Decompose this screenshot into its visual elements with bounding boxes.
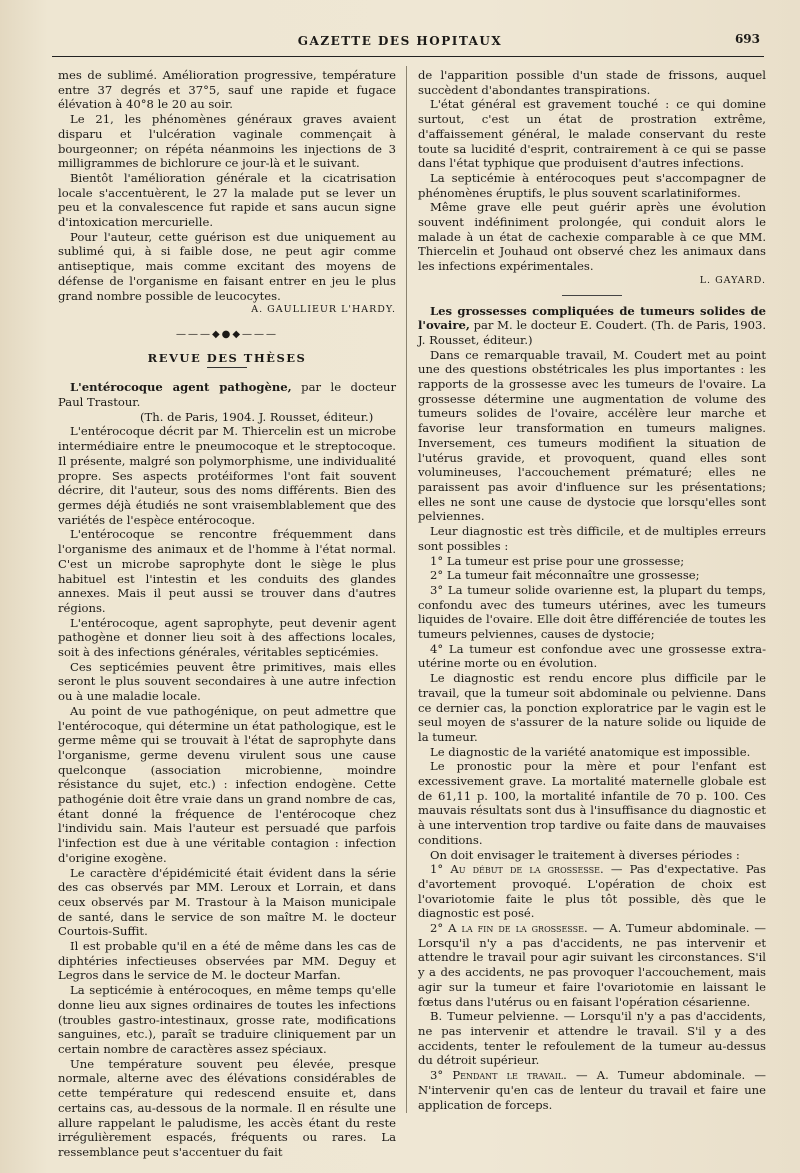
review-heading — [58, 380, 396, 424]
paragraph: L'entérocoque, agent saprophyte, peut devenir agent pathogène et donner lieu soit à des affections locales, soit à des infections générales, véritables septicémies. — [58, 615, 396, 660]
review-publication: (Th. de Paris, 1904. J. Rousset, éditeur.) — [140, 409, 374, 424]
paragraph: Le pronostic pour la mère et pour l'enfant est excessivement grave. La mortalité maternelle globale est de 61,11 p. 100, la mortalité infantile de 70 p. 100. Ces mauvais résultats sont dus à l'insuffisance du diagnostic et à une intervention trop tardive ou faite dans de mauvaises conditions. — [418, 759, 766, 847]
treatment-lead: 1° Au début de la grossesse. — [430, 862, 604, 877]
journal-title: GAZETTE DES HOPITAUX — [297, 34, 503, 48]
treatment-item — [418, 862, 766, 921]
section-title: REVUE DES THÈSES — [147, 350, 307, 365]
review-rule — [562, 295, 622, 296]
right-column — [418, 68, 766, 1112]
header-rule — [52, 56, 764, 57]
paragraph: Le diagnostic est rendu encore plus difficile par le travail, que la tumeur soit abdominale ou pelvienne. Dans ce dernier cas, la ponction exploratrice par le vagin est le seul moyen de s'assurer de la nature solide ou liquide de la tumeur. — [418, 671, 766, 744]
review-title: L'entérocoque agent pathogène, — [70, 380, 292, 395]
page-number: 693 — [734, 32, 760, 46]
left-column — [58, 68, 396, 1160]
paragraph: Le 21, les phénomènes généraux graves avaient disparu et l'ulcération vaginale commençait à bourgeonner; on répéta néanmoins les injections de 3 milligrammes de bichlorure ce jour-là et le suivant. — [58, 112, 396, 171]
treatment-item — [418, 1068, 766, 1112]
paragraph: Dans ce remarquable travail, M. Coudert met au point une des questions obstétricales les plus importantes : les rapports de la grossesse avec les tumeurs de l'ovaire. La grossesse détermine une augmentation de volume des tumeurs solides de l'ovaire, accélère leur marche et favorise leur transformation en tumeurs malignes. Inversement, ces tumeurs modifient la situation de l'utérus gravide, et provoquent, quand elles sont volumineuses, l'accouchement prématuré; elles ne paraissent pas avoir d'influence sur les présentations; elles ne sont une cause de dystocie que lorsqu'elles sont pelviennes. — [418, 347, 766, 524]
author-signature: L. GAYARD. — [699, 274, 766, 286]
paragraph: Leur diagnostic est très difficile, et de multiples erreurs sont possibles : — [418, 524, 766, 553]
review-heading — [418, 304, 766, 348]
paragraph: Pour l'auteur, cette guérison est due uniquement au sublimé qui, à si faible dose, ne peut agir comme antiseptique, mais comme excitant des moyens de défense de l'organisme en faisant entrer en jeu le plus grand nombre possible de leucocytes. — [58, 229, 396, 303]
signature-row — [418, 274, 766, 289]
review-author: par M. le docteur E. Coudert. (Th. de Paris, 1903. J. Rousset, éditeur.) — [418, 318, 767, 347]
paragraph: Même grave elle peut guérir après une évolution souvent indéfiniment prolongée, qui conduit alors le malade à un état de cachexie comparable à ce que MM. Thiercelin et Jouhaud ont observé chez les animaux dans les infections expérimentales. — [418, 200, 766, 274]
treatment-text: — Pas d'expectative. Pas d'avortement provoqué. L'opération de choix est l'ovariotomie faite le plus tôt possible, dès que le diagnostic est posé. — [418, 862, 767, 921]
paragraph: de l'apparition possible d'un stade de frissons, auquel succèdent d'abondantes transpirations. — [418, 68, 766, 97]
list-item: 1° La tumeur est prise pour une grossesse; — [430, 553, 685, 568]
paragraph: Le diagnostic de la variété anatomique est impossible. — [430, 744, 751, 759]
list-item: 3° La tumeur solide ovarienne est, la plupart du temps, confondu avec des tumeurs utérines, avec les tumeurs liquides de l'ovaire. Elle doit être différenciée de toutes les tumeurs pelviennes, causes de dystocie; — [418, 582, 766, 642]
list-item: 4° La tumeur est confondue avec une grossesse extra-utérine morte ou en évolution. — [418, 641, 766, 671]
paragraph: Il est probable qu'il en a été de même dans les cas de diphtéries infectieuses observées par MM. Deguy et Legros dans le service de M. le docteur Marfan. — [58, 939, 396, 983]
paragraph: L'entérocoque décrit par M. Thiercelin est un microbe intermédiaire entre le pneumocoque et le streptocoque. Il présente, malgré son polymorphisme, une individualité propre. Ses aspects protéiformes l'ont fait souvent décrire, dit l'auteur, sous des noms différents. Bien des germes déjà étudiés ne sont vraisemblablement que des variétés de l'espèce entérocoque. — [58, 424, 396, 527]
paragraph: La septicémie à entérocoques peut s'accompagner de phénomènes éruptifs, le plus souvent scarlatiniformes. — [418, 170, 766, 200]
treatment-text: — A. Tumeur abdominale. — N'intervenir qu'en cas de lenteur du travail et faire une application de forceps. — [418, 1068, 766, 1112]
list-item: 2° La tumeur fait méconnaître une grossesse; — [430, 568, 700, 583]
author-signature: A. GAULLIEUR L'HARDY. — [251, 304, 396, 316]
page-header — [40, 30, 760, 54]
review-title: Les grossesses compliquées de tumeurs solides de l'ovaire, — [418, 303, 766, 333]
paragraph: Au point de vue pathogénique, on peut admettre que l'entérocoque, qui détermine un état pathologique, est le germe même qui se trouvait à l'état de saprophyte dans l'organisme, germe devenu virulent sous une cause quelconque (association microbienne, moindre résistance du sujet, etc.) : infection endogène. Cette pathogénie doit être vraie dans un grand nombre de cas, étant donné la fréquence de l'entérocoque chez l'individu sain. Mais l'auteur est persuadé que parfois l'infection est due à une véritable contagion : infection d'origine exogène. — [58, 703, 396, 865]
paragraph: L'état général est gravement touché : ce qui domine surtout, c'est un état de prostration extrême, d'affaissement général, le malade conservant du reste toute sa lucidité d'esprit, contrairement à ce qui se passe dans l'état typhique que produisent d'autres infections. — [418, 97, 766, 171]
column-divider — [406, 66, 407, 1113]
paragraph: L'entérocoque se rencontre fréquemment dans l'organisme des animaux et de l'homme à l'état normal. C'est un microbe saprophyte dont le siège le plus habituel est l'intestin et les conduits des glandes annexes. Mais il peut aussi se trouver dans d'autres régions. — [58, 527, 396, 615]
paragraph: La septicémie à entérocoques, en même temps qu'elle donne lieu aux signes ordinaires de toutes les infections (troubles gastro-intestinaux, grosse rate, modifications sanguines, etc.), paraît se traduire cliniquement par un certain nombre de caractères assez spéciaux. — [58, 983, 396, 1056]
treatment-lead: 2° A la fin de la grossesse. — [430, 921, 588, 936]
paragraph: mes de sublimé. Amélioration progressive, température entre 37 degrés et 37°5, sauf une rapide et fugace élévation à 40°8 le 20 au soir. — [58, 68, 396, 112]
paragraph: On doit envisager le traitement à diverses périodes : — [430, 847, 740, 862]
treatment-lead: 3° Pendant le travail. — [430, 1068, 567, 1083]
paragraph: Bientôt l'amélioration générale et la cicatrisation locale s'accentuèrent, le 27 la malade put se lever un peu et la convalescence fut rapide et sans aucun signe d'intoxication mercurielle. — [58, 170, 396, 230]
paragraph: Une température souvent peu élevée, presque normale, alterne avec des élévations considérables de cette température qui redescend ensuite et, dans certains cas, au-dessous de la normale. Il en résulte une allure rappelant le paludisme, les accès étant du reste irrégulièrement espacés, fréquents ou rares. La ressemblance peut s'accentuer du fait — [58, 1056, 396, 1159]
ornament-divider: ———◆●◆——— — [175, 328, 279, 340]
treatment-text: — A. Tumeur abdominale. — Lorsqu'il n'y a pas d'accidents, ne pas intervenir et attendre le travail pour agir suivant les circonstances. S'il y a des accidents, ne pas provoquer l'accouchement, mais agir sur la tumeur et faire l'ovariotomie en laissant le fœtus dans l'utérus ou en faisant l'opération césarienne. — [418, 921, 766, 1009]
paragraph: Le caractère d'épidémicité était évident dans la série des cas observés par MM. Leroux et Lorrain, et dans ceux observés par M. Trastour à la Maison municipale de santé, dans le service de son maître M. le docteur Courtois-Suffit. — [58, 865, 396, 939]
treatment-item — [418, 921, 766, 1009]
paragraph: Ces septicémies peuvent être primitives, mais elles seront le plus souvent secondaires à une autre infection ou à une maladie locale. — [58, 659, 396, 704]
section-rule — [207, 367, 247, 368]
signature-row — [58, 303, 396, 318]
paragraph: B. Tumeur pelvienne. — Lorsqu'il n'y a pas d'accidents, ne pas intervenir et attendre le travail. S'il y a des accidents, tenter le refoulement de la tumeur au-dessus du détroit supérieur. — [418, 1009, 766, 1068]
review-author: par le docteur Paul Trastour. — [58, 380, 396, 410]
